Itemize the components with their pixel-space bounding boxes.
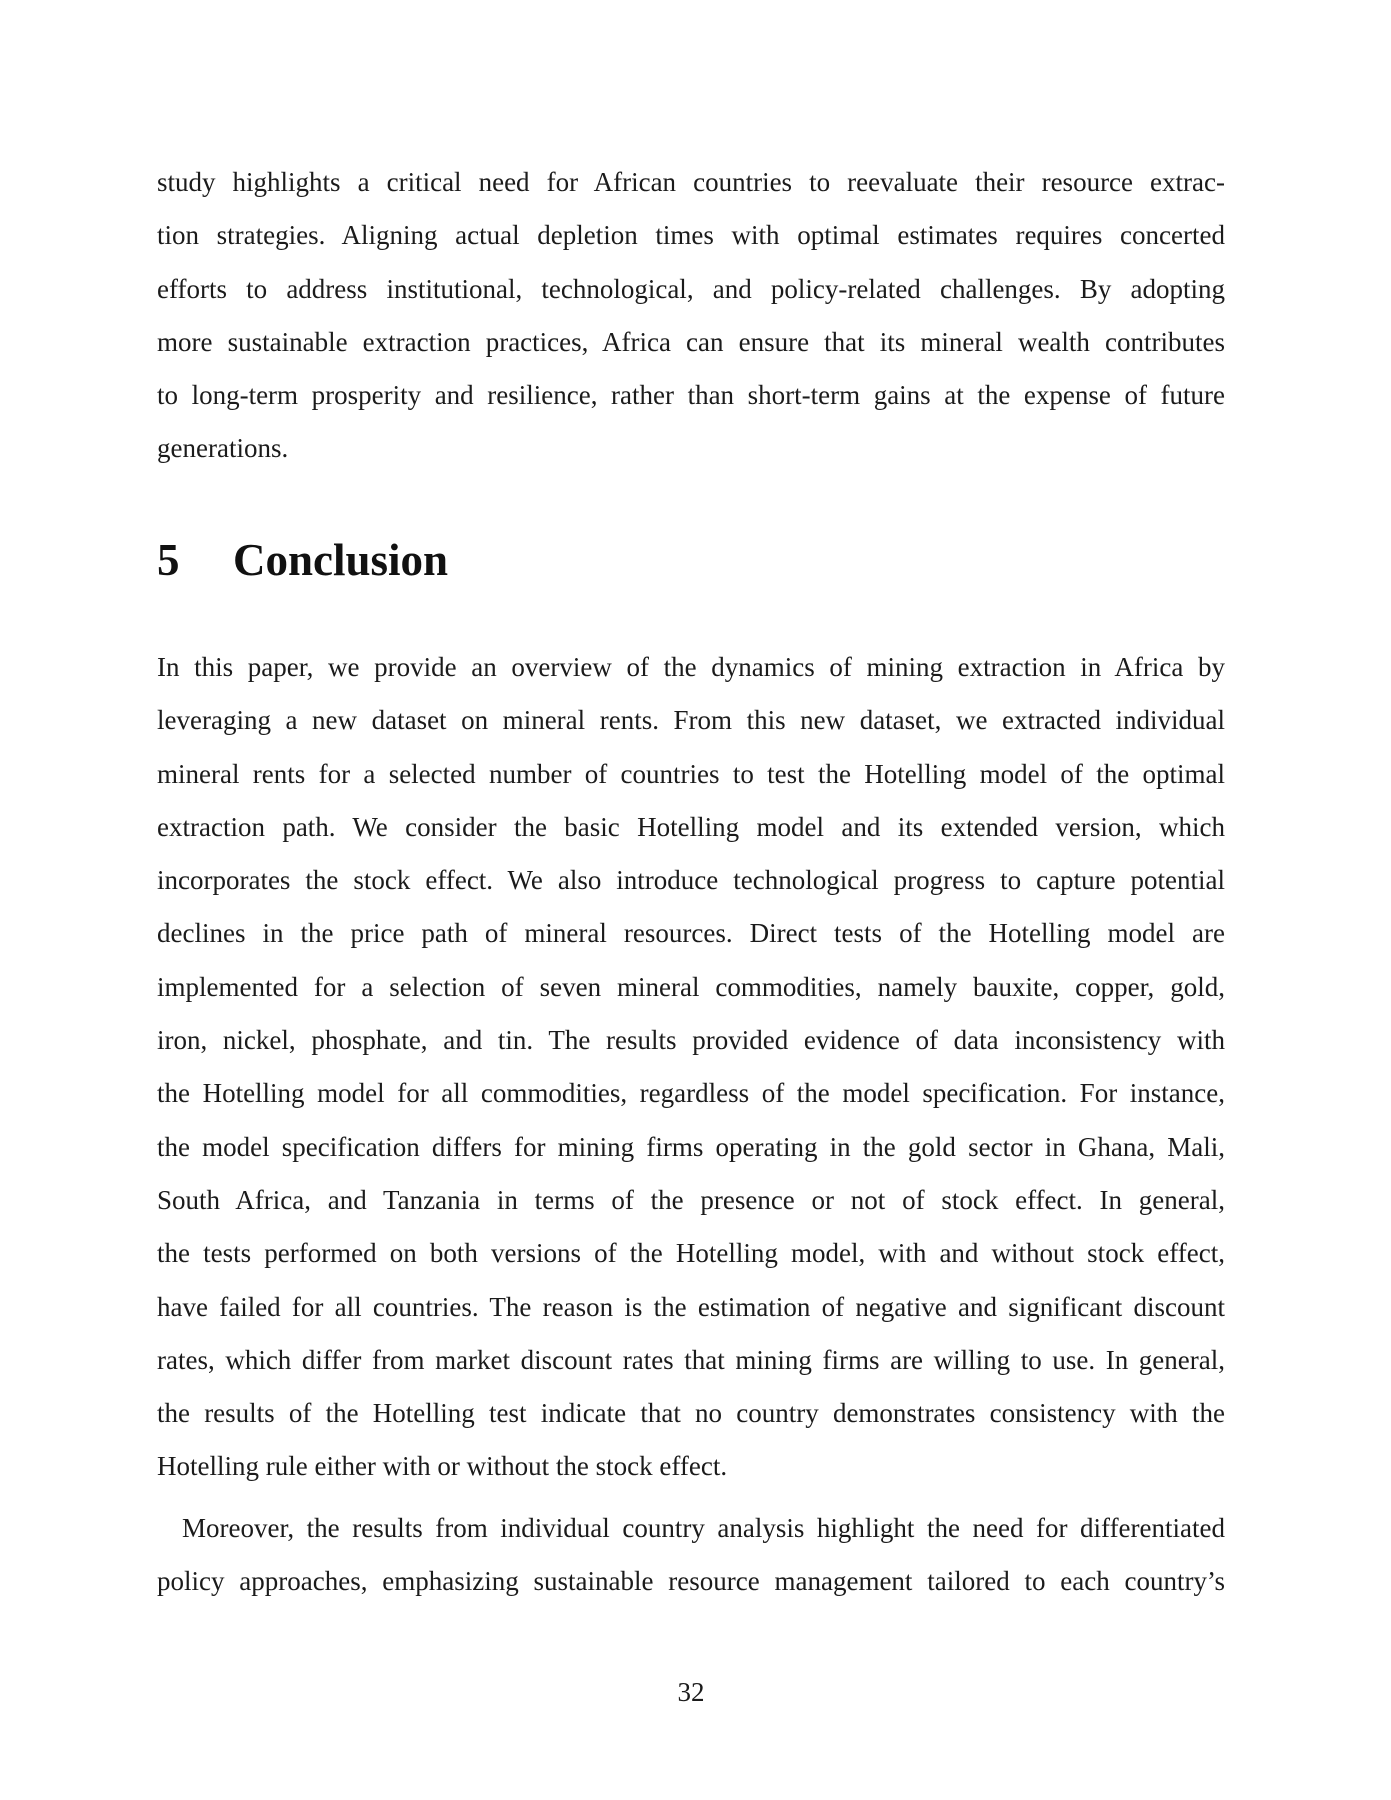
text-line: South Africa, and Tanzania in terms of the presence or not of stock effect. In general, (157, 1184, 1225, 1215)
paragraph-conclusion (157, 641, 1225, 1494)
text-line: have failed for all countries. The reason is the estimation of negative and significant discount (157, 1291, 1225, 1322)
text-line: the Hotelling model for all commodities, regardless of the model specification. For instance, (157, 1078, 1225, 1109)
page-number: 32 (677, 1677, 705, 1707)
text-line: policy approaches, emphasizing sustainable resource management tailored to each country’s (157, 1566, 1225, 1597)
text-line: rates, which differ from market discount rates that mining firms are willing to use. In general, (157, 1344, 1225, 1375)
text-line: more sustainable extraction practices, Africa can ensure that its mineral wealth contributes (157, 326, 1225, 357)
text-line: mineral rents for a selected number of countries to test the Hotelling model of the optimal (157, 758, 1225, 789)
text-line: the model specification differs for mining firms operating in the gold sector in Ghana, Mali, (157, 1131, 1225, 1162)
text-line: declines in the price path of mineral resources. Direct tests of the Hotelling model are (157, 918, 1225, 949)
section-title: Conclusion (233, 535, 449, 585)
text-line: the results of the Hotelling test indicate that no country demonstrates consistency with the (157, 1398, 1225, 1429)
text-line: efforts to address institutional, technological, and policy-related challenges. By adopting (157, 273, 1225, 304)
text-line: iron, nickel, phosphate, and tin. The results provided evidence of data inconsistency with (157, 1025, 1225, 1056)
paragraph-continuation (157, 156, 1225, 476)
text-line: the tests performed on both versions of the Hotelling model, with and without stock effect, (157, 1238, 1225, 1269)
paragraph-moreover (157, 1502, 1225, 1609)
text-line: implemented for a selection of seven mineral commodities, namely bauxite, copper, gold, (157, 971, 1225, 1002)
text-line: In this paper, we provide an overview of the dynamics of mining extraction in Africa by (157, 652, 1225, 682)
text-line: study highlights a critical need for African countries to reevaluate their resource extrac- (157, 167, 1225, 197)
section-number: 5 (157, 535, 180, 585)
text-line: Moreover, the results from individual country analysis highlight the need for differentiated (182, 1513, 1225, 1543)
text-line: incorporates the stock effect. We also introduce technological progress to capture potential (157, 865, 1225, 896)
text-line: generations. (157, 433, 289, 464)
text-line: tion strategies. Aligning actual depletion times with optimal estimates requires concerted (157, 220, 1225, 251)
text-line: to long-term prosperity and resilience, rather than short-term gains at the expense of future (157, 380, 1225, 411)
text-line: leveraging a new dataset on mineral rents. From this new dataset, we extracted individual (157, 705, 1225, 736)
text-line: extraction path. We consider the basic Hotelling model and its extended version, which (157, 811, 1225, 842)
text-line: Hotelling rule either with or without the stock effect. (157, 1451, 728, 1482)
section-heading (157, 535, 1225, 585)
